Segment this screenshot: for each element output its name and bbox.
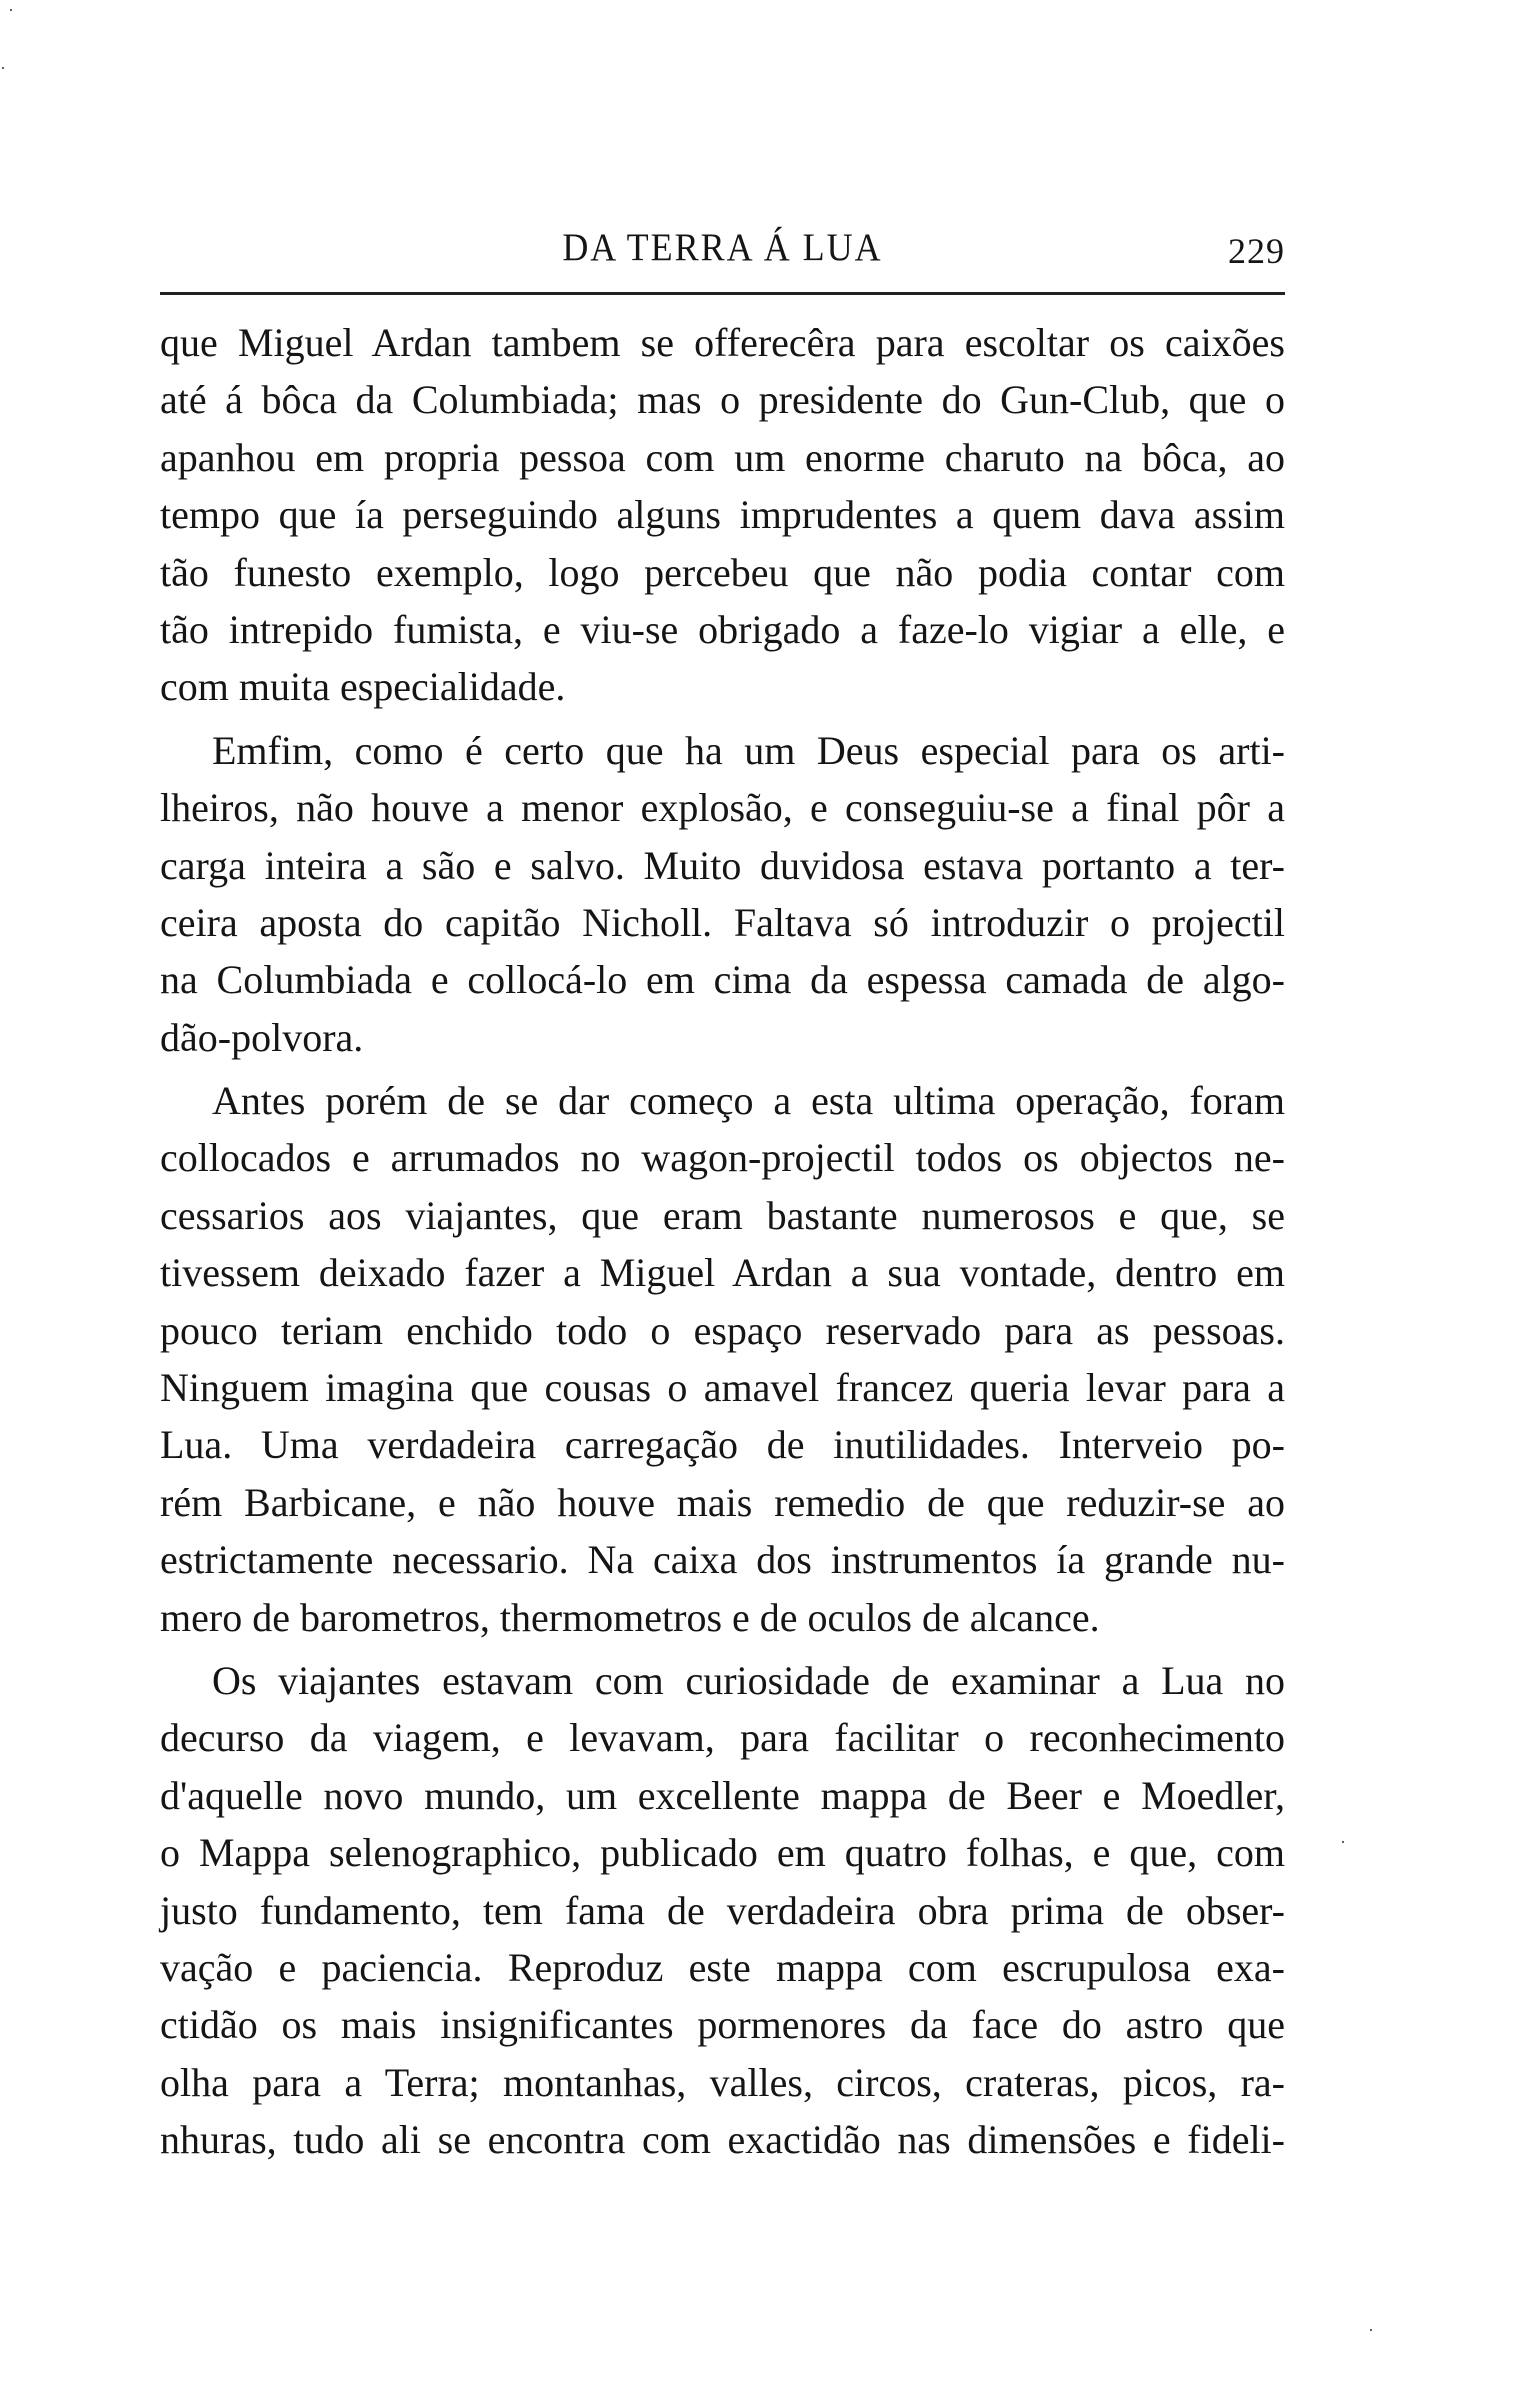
text-line: estrictamente necessario. Na caixa dos instrumentos ía grande nu-	[160, 1537, 1285, 1583]
text-line: Os viajantes estavam com curiosidade de examinar a Lua no	[212, 1657, 1285, 1703]
text-line: rém Barbicane, e não houve mais remedio de que reduzir-se ao	[160, 1479, 1285, 1525]
text-line: pouco teriam enchido todo o espaço reservado para as pessoas.	[160, 1307, 1285, 1353]
text-line: que Miguel Ardan tambem se offerecêra para escoltar os caixões	[160, 320, 1285, 365]
text-line: tivessem deixado fazer a Miguel Ardan a sua vontade, dentro em	[160, 1250, 1285, 1296]
text-line: dão-polvora.	[160, 1014, 364, 1060]
text-line: decurso da viagem, e levavam, para facilitar o reconhecimento	[160, 1715, 1285, 1761]
running-head	[160, 222, 1285, 282]
paragraph	[160, 1072, 1285, 1646]
scan-speck: ·	[0, 58, 6, 78]
text-line: Emfim, como é certo que ha um Deus especial para os arti-	[212, 727, 1285, 773]
text-line: tempo que ía perseguindo alguns imprudentes a quem dava assim	[160, 492, 1285, 538]
scan-speck: ·	[1368, 2320, 1374, 2340]
text-line: cessarios aos viajantes, que eram bastante numerosos e que, se	[160, 1192, 1285, 1238]
text-line: d'aquelle novo mundo, um excellente mappa de Beer e Moedler,	[160, 1772, 1285, 1818]
paragraph	[160, 722, 1285, 1066]
text-line: Antes porém de se dar começo a esta ultima operação, foram	[212, 1078, 1285, 1124]
text-line: com muita especialidade.	[160, 664, 566, 710]
text-line: vação e paciencia. Reproduz este mappa com escrupulosa exa-	[160, 1944, 1285, 1990]
running-title: DA TERRA Á LUA	[562, 225, 883, 269]
text-line: Lua. Uma verdadeira carregação de inutilidades. Interveio po-	[160, 1422, 1285, 1468]
text-line: ceira aposta do capitão Nicholl. Faltava só introduzir o projectil	[160, 899, 1285, 945]
paragraph	[160, 314, 1285, 716]
text-line: Ninguem imagina que cousas o amavel francez queria levar para a	[160, 1365, 1285, 1411]
text-line: carga inteira a são e salvo. Muito duvidosa estava portanto a ter-	[160, 842, 1285, 888]
text-line: apanhou em propria pessoa com um enorme charuto na bôca, ao	[160, 434, 1285, 480]
text-line: justo fundamento, tem fama de verdadeira obra prima de obser-	[160, 1887, 1285, 1933]
text-line: ctidão os mais insignificantes pormenores da face do astro que	[160, 2002, 1285, 2048]
text-line: mero de barometros, thermometros e de oculos de alcance.	[160, 1594, 1100, 1640]
paragraph	[160, 1652, 1285, 2169]
body-text	[160, 314, 1285, 2169]
text-line: na Columbiada e collocá-lo em cima da espessa camada de algo-	[160, 957, 1285, 1003]
text-line: tão funesto exemplo, logo percebeu que não podia contar com	[160, 549, 1285, 595]
text-line: olha para a Terra; montanhas, valles, circos, crateras, picos, ra-	[160, 2059, 1285, 2105]
scan-speck: ·	[8, 0, 14, 20]
text-line: nhuras, tudo ali se encontra com exactidão nas dimensões e fideli-	[160, 2117, 1285, 2163]
page-number: 229	[1228, 231, 1285, 271]
header-rule	[160, 292, 1285, 295]
scan-speck: ·	[1340, 1832, 1346, 1852]
text-line: o Mappa selenographico, publicado em quatro folhas, e que, com	[160, 1830, 1285, 1876]
text-line: até á bôca da Columbiada; mas o presidente do Gun-Club, que o	[160, 377, 1285, 423]
text-line: lheiros, não houve a menor explosão, e conseguiu-se a final pôr a	[160, 785, 1285, 831]
text-line: tão intrepido fumista, e viu-se obrigado a faze-lo vigiar a elle, e	[160, 606, 1285, 652]
text-line: collocados e arrumados no wagon-projectil todos os objectos ne-	[160, 1135, 1285, 1181]
